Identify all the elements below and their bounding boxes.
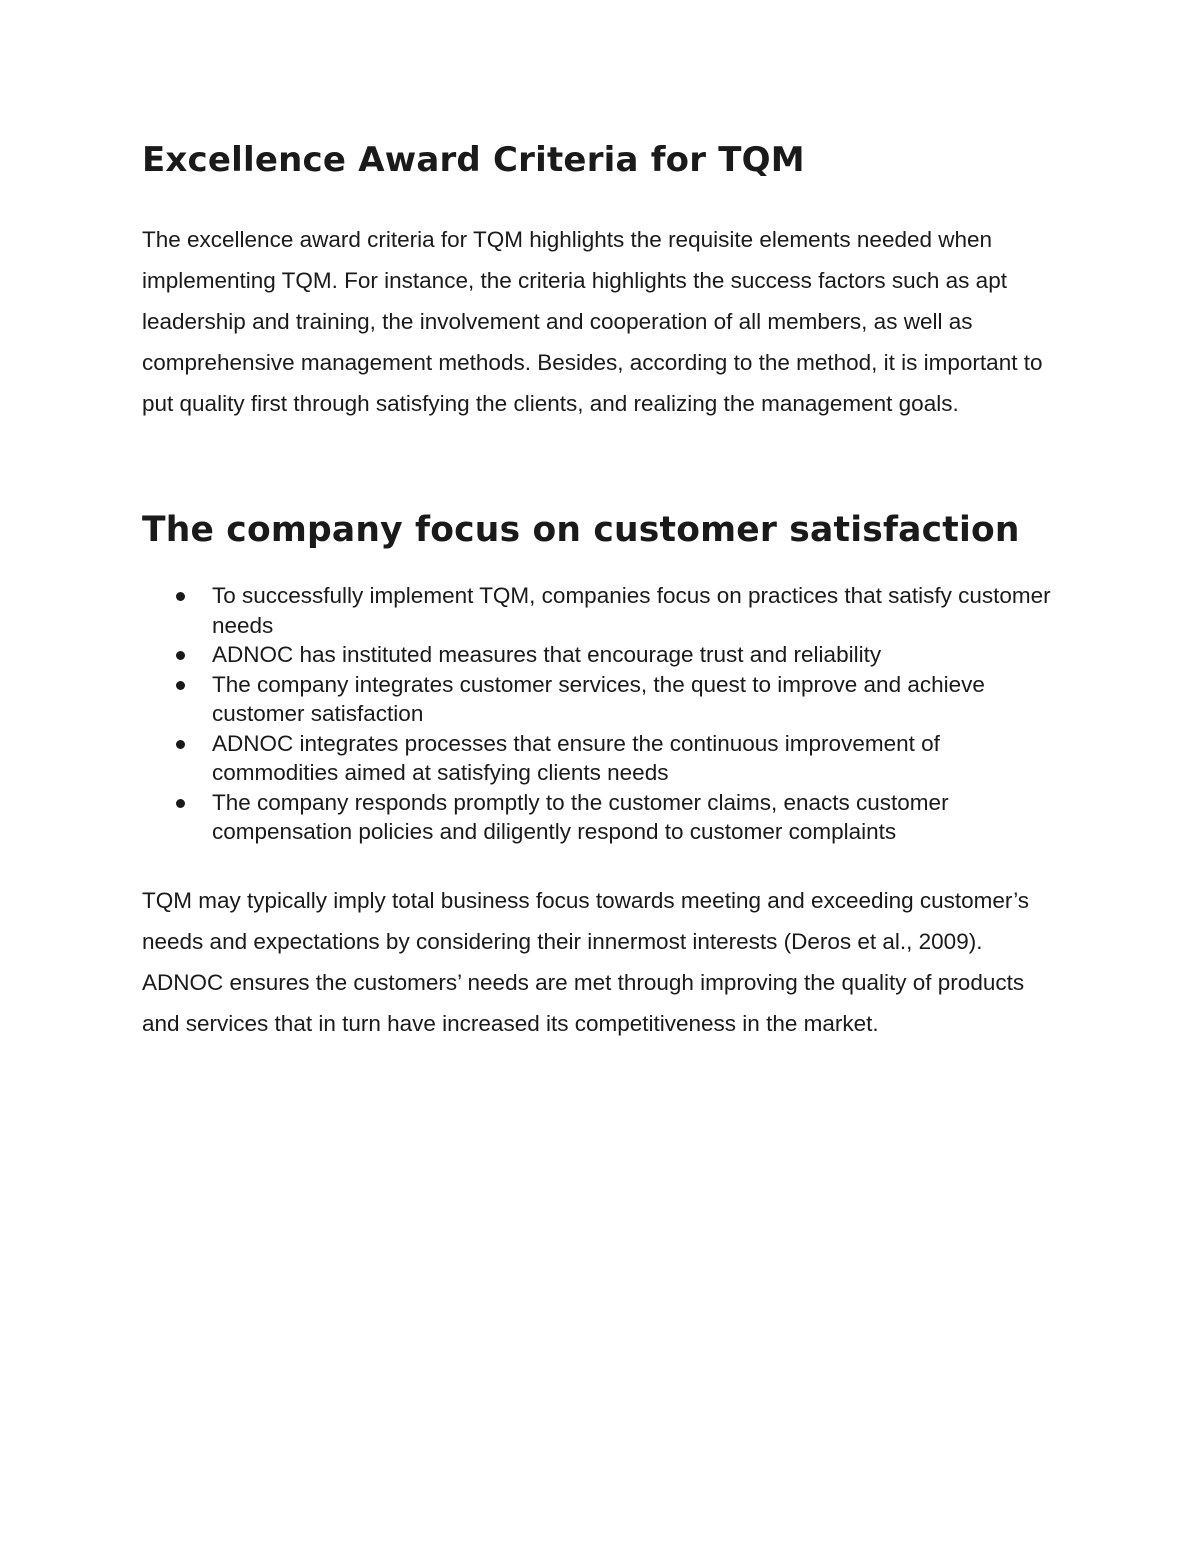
list-item-text: The company integrates customer services, the quest to improve and achieve customer satisfaction	[212, 671, 985, 726]
bullet-icon	[176, 592, 185, 601]
bullet-icon	[176, 651, 185, 660]
bullet-icon	[176, 799, 185, 808]
bullet-icon	[176, 681, 185, 690]
list-item	[142, 788, 1072, 847]
paragraph-excellence-criteria: The excellence award criteria for TQM highlights the requisite elements needed when implementing TQM. For instance, the criteria highlights the success factors such as apt leadership and training, the involvement and cooperation of all members, as well as comprehensive management methods. Besides, according to the method, it is important to put quality first through satisfying the clients, and realizing the management goals.	[142, 227, 1043, 416]
bullet-icon	[176, 740, 185, 749]
list-item	[142, 729, 1072, 788]
bullet-list	[142, 581, 1072, 847]
section-heading-customer-satisfaction: The company focus on customer satisfaction	[142, 510, 1020, 550]
list-item-text: The company responds promptly to the customer claims, enacts customer compensation policies and diligently respond to customer complaints	[212, 789, 949, 844]
list-item	[142, 581, 1072, 640]
list-item	[142, 640, 1072, 670]
list-item	[142, 670, 1072, 729]
section-heading-excellence-award: Excellence Award Criteria for TQM	[142, 140, 805, 180]
list-item-text: To successfully implement TQM, companies focus on practices that satisfy customer needs	[212, 583, 1051, 638]
list-item-text: ADNOC integrates processes that ensure the continuous improvement of commodities aimed at satisfying clients needs	[212, 730, 940, 785]
list-item-text: ADNOC has instituted measures that encourage trust and reliability	[212, 642, 882, 667]
paragraph-tqm-customer-focus: TQM may typically imply total business focus towards meeting and exceeding customer’s needs and expectations by considering their innermost interests (Deros et al., 2009). ADNOC ensures the customers’ needs are met through improving the quality of products and services that in turn have increased its competitiveness in the market.	[142, 888, 1030, 1036]
